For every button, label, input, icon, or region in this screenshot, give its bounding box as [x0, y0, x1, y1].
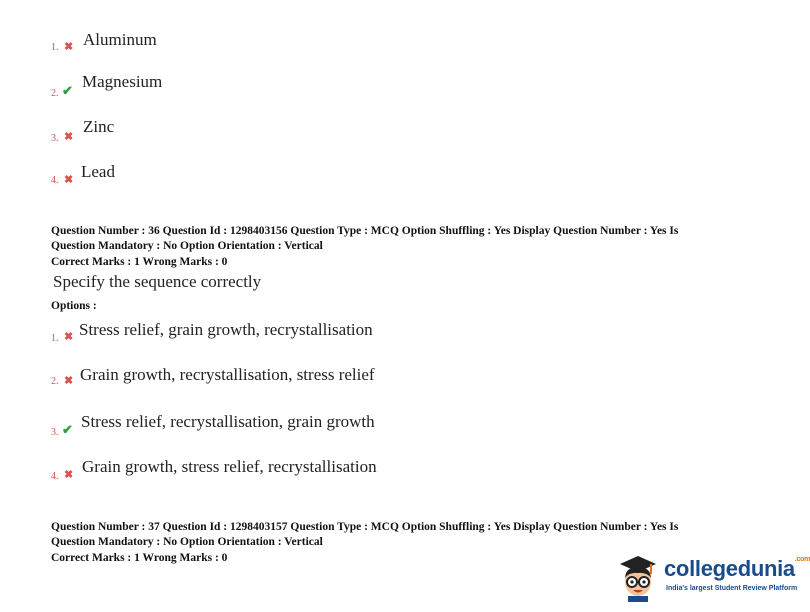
- option-text: Aluminum: [83, 30, 157, 49]
- q36-meta: [51, 224, 731, 270]
- option-text: Lead: [81, 162, 115, 181]
- option-number: 3.: [51, 133, 59, 144]
- option-text: Stress relief, grain growth, recrystallisation: [79, 320, 373, 339]
- q37-meta-line1: Question Number : 37 Question Id : 1298403157 Question Type : MCQ Option Shuffling : Yes Display Question Number : Yes Is: [51, 521, 679, 533]
- check-icon: ✔: [62, 422, 73, 437]
- cross-icon: ✖: [64, 41, 74, 53]
- brand-name: collegedunia$^{.com}$: [664, 556, 810, 581]
- q36-meta-line1: Question Number : 36 Question Id : 1298403156 Question Type : MCQ Option Shuffling : Yes Display Question Number : Yes Is: [51, 225, 679, 237]
- option-text: Grain growth, stress relief, recrystallisation: [82, 457, 377, 476]
- q36-question: Specify the sequence correctly: [53, 272, 262, 291]
- option-number: 4.: [51, 471, 59, 482]
- check-icon: ✔: [62, 83, 73, 98]
- cross-icon: ✖: [64, 174, 74, 186]
- q37-marks: Correct Marks : 1 Wrong Marks : 0: [51, 552, 228, 564]
- cross-icon: ✖: [64, 469, 74, 481]
- option-text: Stress relief, recrystallisation, grain growth: [81, 412, 375, 431]
- option-number: 4.: [51, 175, 59, 186]
- option-number: 3.: [51, 427, 59, 438]
- cross-icon: ✖: [64, 131, 74, 143]
- q36-options-label: Options :: [51, 300, 97, 312]
- option-text: Magnesium: [82, 72, 163, 91]
- student-mascot-icon: [614, 552, 662, 602]
- option-number: 1.: [51, 333, 59, 344]
- option-number: 2.: [51, 88, 59, 99]
- collegedunia-logo: [614, 552, 810, 602]
- option-text: Zinc: [83, 117, 115, 136]
- option-number: 2.: [51, 376, 59, 387]
- q36-meta-line2: Question Mandatory : No Option Orientation : Vertical: [51, 239, 323, 252]
- brand-tagline: India's largest Student Review Platform: [666, 585, 798, 592]
- option-number: 1.: [51, 42, 59, 53]
- cross-icon: ✖: [64, 331, 74, 343]
- option-text: Grain growth, recrystallisation, stress relief: [80, 365, 375, 384]
- q36-marks: Correct Marks : 1 Wrong Marks : 0: [51, 256, 228, 268]
- q37-meta-line2: Question Mandatory : No Option Orientation : Vertical: [51, 535, 323, 548]
- cross-icon: ✖: [64, 375, 74, 387]
